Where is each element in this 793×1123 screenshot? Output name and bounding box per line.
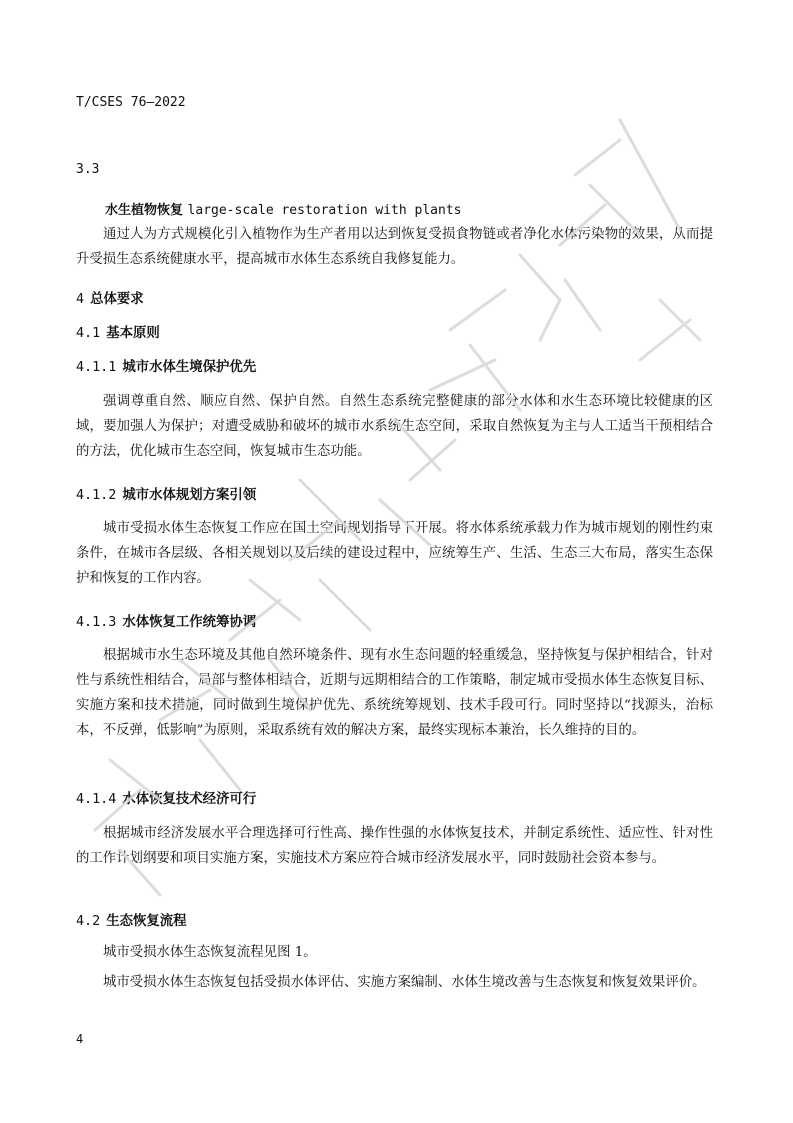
section-title: 水体恢复工作统筹协调 xyxy=(122,614,257,630)
section-number: 4.1.4 xyxy=(76,792,117,807)
term-title-en: large-scale restoration with plants xyxy=(187,203,462,218)
section-4-1-1-text: 强调尊重自然、顺应自然、保护自然。自然生态系统完整健康的部分水体和水生态环境比较健康的区域，要加强人为保护；对遭受威胁和破坏的城市水系统生态空间，采取自然恢复为主与人工适当干预相结合的方法，优化城市生态空间，恢复城市生态功能。 xyxy=(76,394,713,459)
section-title: 总体要求 xyxy=(90,291,144,307)
section-title: 水体恢复技术经济可行 xyxy=(122,791,257,807)
section-4-1-2-heading xyxy=(76,484,256,503)
document-code: T/CSES 76—2022 xyxy=(76,95,186,110)
section-4-1-heading xyxy=(76,322,160,341)
section-number: 4 xyxy=(76,292,85,307)
section-4-2-text-1: 城市受损水体生态恢复流程见图 1。 xyxy=(103,945,317,960)
section-4-1-3-heading xyxy=(76,611,256,630)
section-number: 4.1.3 xyxy=(76,615,117,630)
section-4-2-heading xyxy=(76,910,187,929)
section-4-1-4-text: 根据城市经济发展水平合理选择可行性高、操作性强的水体恢复技术，并制定系统性、适应性、针对性的工作计划纲要和项目实施方案，实施技术方案应符合城市经济发展水平，同时鼓励社会资本参与。 xyxy=(76,826,713,866)
section-number: 4.2 xyxy=(76,914,101,929)
section-4-1-4-heading xyxy=(76,788,256,807)
term-definition: 通过人为方式规模化引入植物作为生产者用以达到恢复受损食物链或者净化水体污染物的效果，从而提升受损生态系统健康水平，提高城市水体生态系统自我修复能力。 xyxy=(76,227,713,267)
section-4-1-1-heading xyxy=(76,356,256,375)
term-title-zh: 水生植物恢复 xyxy=(105,203,184,218)
term-title xyxy=(105,199,461,218)
section-4-heading xyxy=(76,288,144,307)
section-title: 城市水体规划方案引领 xyxy=(122,487,257,503)
term-number: 3.3 xyxy=(76,162,100,177)
section-4-1-2-text: 城市受损水体生态恢复工作应在国土空间规划指导下开展。将水体系统承载力作为城市规划的刚性约束条件，在城市各层级、各相关规划以及后续的建设过程中，应统筹生产、生活、生态三大布局，落实生态保护和恢复的工作内容。 xyxy=(76,521,713,586)
section-number: 4.1.2 xyxy=(76,488,117,503)
section-title: 生态恢复流程 xyxy=(106,913,187,929)
section-number: 4.1.1 xyxy=(76,360,117,375)
section-title: 城市水体生境保护优先 xyxy=(122,359,257,375)
section-title: 基本原则 xyxy=(106,325,160,341)
section-number: 4.1 xyxy=(76,326,101,341)
section-4-2-text-2: 城市受损水体生态恢复包括受损水体评估、实施方案编制、水体生境改善与生态恢复和恢复效果评价。 xyxy=(103,975,706,990)
page-number: 4 xyxy=(76,1032,84,1046)
section-4-1-3-text: 根据城市水生态环境及其他自然环境条件、现有水生态问题的轻重缓急，坚持恢复与保护相结合，针对性与系统性相结合，局部与整体相结合，近期与远期相结合的工作策略，制定城市受损水体生态恢复目标、实施方案和技术措施，同时做到生境保护优先、系统统筹规划、技术手段可行。同时坚持以“找源头，治标本，不反弹，低影响”为原则，采取系统有效的解决方案，最终实现标本兼治，长久维持的目的。 xyxy=(76,648,713,738)
